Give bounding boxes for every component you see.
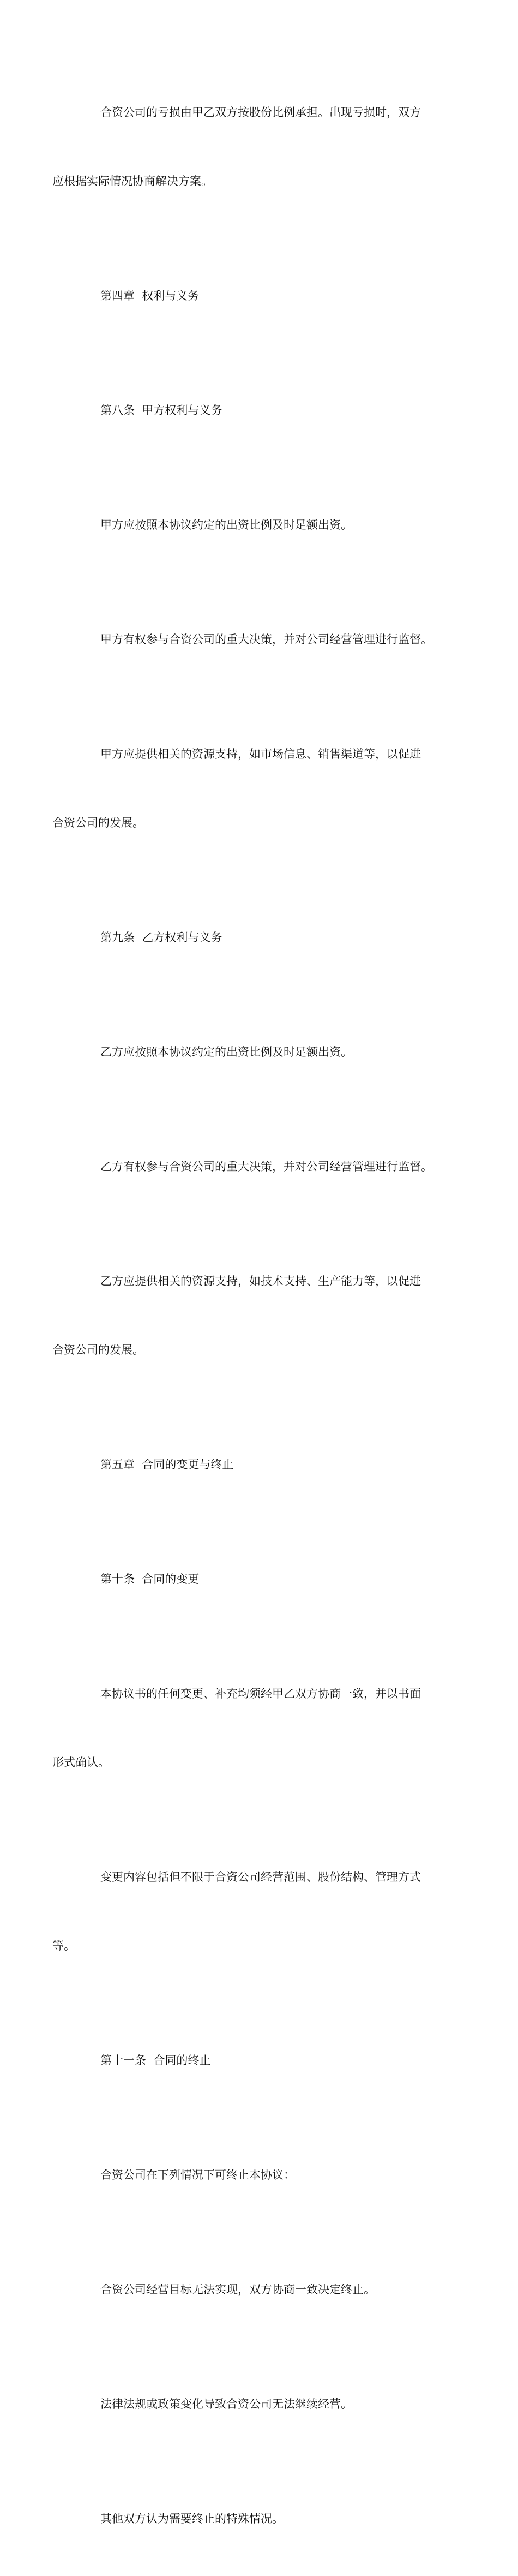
paragraph-line: 合资公司经营目标无法实现，双方协商一致决定终止。 — [100, 2283, 375, 2296]
paragraph-termination-goal — [76, 2232, 458, 2347]
paragraph-party-b-resources — [52, 1224, 458, 1407]
heading-text: 第八条 甲方权利与义务 — [100, 404, 222, 417]
paragraph-line: 等。 — [52, 1939, 75, 1952]
document-body — [52, 55, 458, 2576]
chapter-heading-5 — [76, 1407, 458, 1522]
paragraph-line: 乙方应提供相关的资源支持，如技术支持、生产能力等，以促进 — [100, 1275, 421, 1288]
heading-text: 第十条 合同的变更 — [100, 1573, 200, 1586]
paragraph-line: 合资公司在下列情况下可终止本协议： — [100, 2168, 295, 2181]
heading-text: 第九条 乙方权利与义务 — [100, 931, 222, 944]
paragraph-party-a-decision — [76, 582, 458, 697]
paragraph-line: 本协议书的任何变更、补充均须经甲乙双方协商一致，并以书面 — [100, 1687, 421, 1700]
paragraph-party-b-capital — [76, 995, 458, 1109]
paragraph-termination-intro — [76, 2118, 458, 2232]
paragraph-party-b-decision — [76, 1109, 458, 1224]
paragraph-termination-other — [76, 2461, 458, 2576]
paragraph-party-a-resources — [52, 697, 458, 880]
paragraph-line: 乙方应按照本协议约定的出资比例及时足额出资。 — [100, 1045, 352, 1059]
heading-text: 第四章 权利与义务 — [100, 289, 200, 302]
paragraph-line: 合资公司的亏损由甲乙双方按股份比例承担。出现亏损时，双方 — [100, 106, 421, 119]
article-heading-9 — [76, 880, 458, 995]
article-heading-10 — [76, 1522, 458, 1636]
paragraph-termination-law — [76, 2347, 458, 2461]
paragraph-amendment-scope — [52, 1820, 458, 2003]
paragraph-line: 合资公司的发展。 — [52, 1343, 144, 1356]
paragraph-line: 其他双方认为需要终止的特殊情况。 — [100, 2512, 284, 2525]
article-heading-11 — [76, 2003, 458, 2118]
paragraph-line: 甲方应按照本协议约定的出资比例及时足额出资。 — [100, 518, 352, 531]
heading-text: 第五章 合同的变更与终止 — [100, 1458, 234, 1471]
paragraph-line: 形式确认。 — [52, 1756, 110, 1769]
paragraph-loss-sharing — [52, 55, 458, 238]
paragraph-line: 应根据实际情况协商解决方案。 — [52, 175, 213, 188]
article-heading-8 — [76, 353, 458, 468]
paragraph-line: 甲方应提供相关的资源支持，如市场信息、销售渠道等，以促进 — [100, 748, 421, 761]
paragraph-party-a-capital — [76, 468, 458, 582]
paragraph-amendment — [52, 1636, 458, 1820]
paragraph-line: 变更内容包括但不限于合资公司经营范围、股份结构、管理方式 — [100, 1870, 421, 1884]
paragraph-line: 乙方有权参与合资公司的重大决策，并对公司经营管理进行监督。 — [100, 1160, 432, 1173]
paragraph-line: 甲方有权参与合资公司的重大决策，并对公司经营管理进行监督。 — [100, 633, 432, 646]
paragraph-line: 法律法规或政策变化导致合资公司无法继续经营。 — [100, 2398, 352, 2411]
heading-text: 第十一条 合同的终止 — [100, 2054, 211, 2067]
chapter-heading-4 — [76, 238, 458, 353]
paragraph-line: 合资公司的发展。 — [52, 816, 144, 829]
